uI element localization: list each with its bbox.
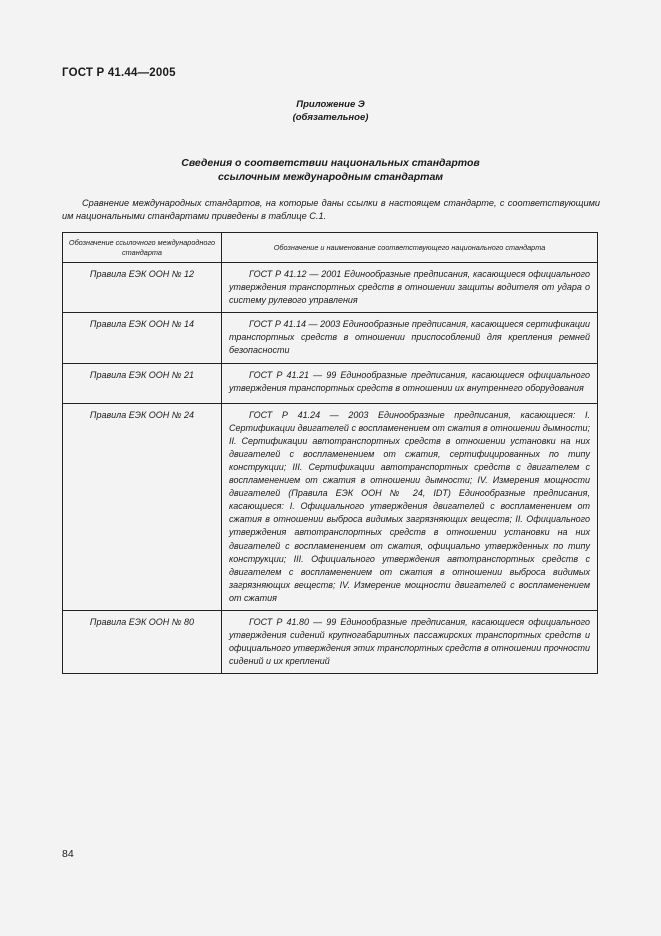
page-number: 84 — [62, 848, 74, 860]
intro-paragraph: Сравнение международных стандартов, на которые даны ссылки в настоящем стандарте, с соответствующими им национальными стандартами приведены в таблице С.1. — [62, 198, 600, 221]
international-standard-cell: Правила ЕЭК ООН № 80 — [63, 610, 222, 673]
national-standard-cell: ГОСТ Р 41.24 — 2003 Единообразные предписания, касающиеся: I. Сертификации двигателей с воспламенением от сжатия в отношении дымности; II. Сертификации автотранспортных средств в отношении установки на них двигателей с воспламенением от сжатия, сертифицированных по типу конструкции; III. Сертификации автотранспортных средств с двигателем с воспламенением от сжатия в отношении дымности; IV. Измерения мощности двигателей (Правила ЕЭК ООН № 24, IDT) Единообразные предписания, касающиеся: I. Официального утверждения двигателей с воспламенением от сжатия в отношении выброса видимых загрязняющих веществ; II. Официального утверждения автотранспортных средств в отношении установки на них двигателей с воспламенением от сжатия, официально утвержденных по типу конструкции; III. Официального утверждения автотранспортных средств с двигателем с воспламенением от сжатия в отношении выброса видимых загрязняющих веществ; IV. Измерение мощности двигателей с воспламенением от сжатия — [222, 403, 598, 610]
section-title-line-2: ссылочным международным стандартам — [217, 171, 444, 183]
standards-correspondence-table — [62, 232, 598, 674]
national-standard-cell: ГОСТ Р 41.80 — 99 Единообразные предписания, касающиеся официального утверждения сидений крупногабаритных пассажирских транспортных средств и официального утверждения этих транспортных средств в отношении прочности сидений и их креплений — [222, 610, 598, 673]
national-standard-cell: ГОСТ Р 41.21 — 99 Единообразные предписания, касающиеся официального утверждения транспортных средств в отношении их внутреннего оборудования — [222, 363, 598, 403]
national-standard-cell: ГОСТ Р 41.14 — 2003 Единообразные предписания, касающиеся сертификации транспортных средств в отношении приспособлений для крепления ремней безопасности — [222, 313, 598, 363]
international-standard-cell: Правила ЕЭК ООН № 24 — [63, 403, 222, 610]
table-row — [63, 263, 598, 313]
document-header: ГОСТ Р 41.44—2005 — [62, 67, 176, 79]
appendix-status: (обязательное) — [292, 112, 369, 123]
table-row — [63, 313, 598, 363]
international-standard-cell: Правила ЕЭК ООН № 12 — [63, 263, 222, 313]
table-header-row — [63, 233, 598, 263]
column-header-international: Обозначение ссылочного международного стандарта — [63, 233, 222, 263]
table-row — [63, 610, 598, 673]
column-header-national: Обозначение и наименование соответствующего национального стандарта — [222, 233, 598, 263]
appendix-heading — [0, 98, 661, 124]
international-standard-cell: Правила ЕЭК ООН № 21 — [63, 363, 222, 403]
national-standard-cell: ГОСТ Р 41.12 — 2001 Единообразные предписания, касающиеся официального утверждения транспортных средств в отношении защиты водителя от удара о систему рулевого управления — [222, 263, 598, 313]
international-standard-cell: Правила ЕЭК ООН № 14 — [63, 313, 222, 363]
appendix-title: Приложение Э — [296, 99, 365, 110]
section-title — [0, 156, 661, 184]
table-row — [63, 403, 598, 610]
section-title-line-1: Сведения о соответствии национальных стандартов — [181, 157, 480, 169]
table-row — [63, 363, 598, 403]
